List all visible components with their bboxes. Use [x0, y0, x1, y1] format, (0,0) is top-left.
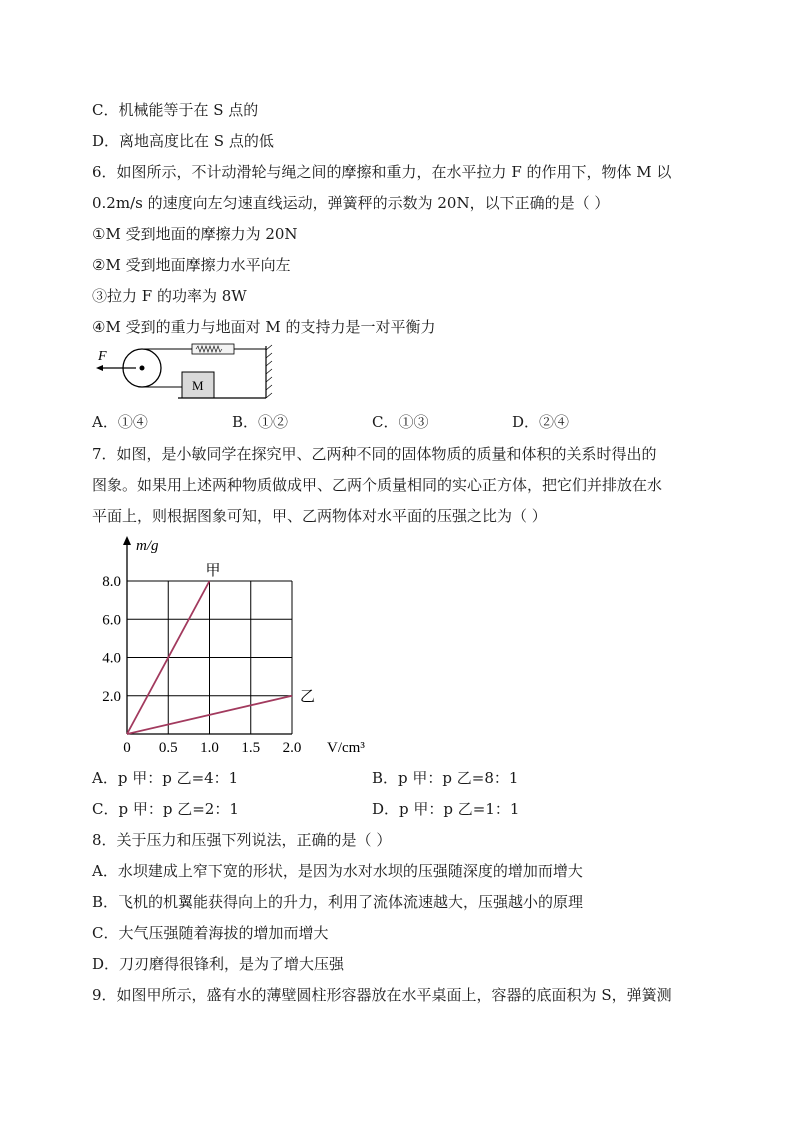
y-tick-label: 4.0 [102, 650, 121, 667]
q7-option-c: C．p 甲：p 乙=2：1 [92, 800, 239, 818]
x-tick-label: 0.5 [158, 740, 178, 756]
q6-option-b: B．①② [232, 413, 289, 431]
q6-stem-line-1: 6．如图所示，不计动滑轮与绳之间的摩擦和重力，在水平拉力 F 的作用下，物体 M 以 [92, 163, 672, 181]
series-label-2: 乙 [300, 688, 316, 705]
pulley-axle [140, 366, 145, 371]
x-tick-label: 0 [123, 740, 131, 756]
q8-stem: 8．关于压力和压强下列说法，正确的是（ ） [92, 831, 392, 849]
q8-option-a: A．水坝建成上窄下宽的形状，是因为水对水坝的压强随深度的增加而增大 [92, 862, 583, 880]
q7-option-b: B．p 甲：p 乙=8：1 [372, 769, 519, 787]
wall-hatch [266, 345, 272, 398]
series-label-1: 甲 [205, 563, 221, 579]
x-tick-label: 1.5 [241, 740, 261, 756]
q6-option-d: D．②④ [512, 413, 570, 431]
mass-volume-chart [92, 530, 392, 760]
q8-option-d: D．刀刃磨得很锋利，是为了增大压强 [92, 955, 345, 973]
x-axis-label: V/cm³ [327, 740, 365, 756]
q6-statement-3: ③拉力 F 的功率为 8W [92, 287, 247, 305]
q6-statement-4: ④M 受到的重力与地面对 M 的支持力是一对平衡力 [92, 318, 436, 336]
q6-statement-2: ②M 受到地面摩擦力水平向左 [92, 256, 291, 274]
y-tick-label: 2.0 [102, 688, 121, 705]
q7-stem-line-1: 7．如图，是小敏同学在探究甲、乙两种不同的固体物质的质量和体积的关系时得出的 [92, 445, 657, 463]
q6-stem-line-2: 0.2m/s 的速度向左匀速直线运动，弹簧秤的示数为 20N，以下正确的是（ ） [92, 194, 610, 212]
q5-option-d: D．离地高度比在 S 点的低 [92, 132, 274, 150]
q6-option-a: A．①④ [92, 413, 148, 431]
q6-option-c: C．①③ [372, 413, 429, 431]
q5-option-c: C．机械能等于在 S 点的 [92, 101, 259, 119]
q7-stem-line-2: 图象。如果用上述两种物质做成甲、乙两个质量相同的实心正方体，把它们并排放在水 [92, 476, 663, 494]
q8-option-c: C．大气压强随着海拔的增加而增大 [92, 924, 329, 942]
q8-option-b: B．飞机的机翼能获得向上的升力，利用了流体流速越大，压强越小的原理 [92, 893, 584, 911]
q7-option-a: A．p 甲：p 乙=4：1 [92, 769, 239, 787]
x-tick-label: 2.0 [282, 740, 302, 756]
force-arrowhead [96, 365, 103, 371]
pulley-diagram [92, 342, 282, 402]
q9-stem-line-1: 9．如图甲所示，盛有水的薄壁圆柱形容器放在水平桌面上，容器的底面积为 S，弹簧测 [92, 986, 672, 1004]
x-tick-label: 1.0 [200, 740, 219, 756]
q7-stem-line-3: 平面上，则根据图象可知，甲、乙两物体对水平面的压强之比为（ ） [92, 507, 547, 525]
q6-statement-1: ①M 受到地面的摩擦力为 20N [92, 225, 298, 243]
y-axis-label: m/g [136, 538, 159, 554]
y-tick-label: 6.0 [102, 612, 121, 629]
q7-option-d: D．p 甲：p 乙=1：1 [372, 800, 520, 818]
block-label: M [192, 378, 204, 393]
y-tick-label: 8.0 [102, 574, 121, 590]
force-label: F [98, 349, 107, 364]
y-axis-arrow [123, 536, 131, 545]
